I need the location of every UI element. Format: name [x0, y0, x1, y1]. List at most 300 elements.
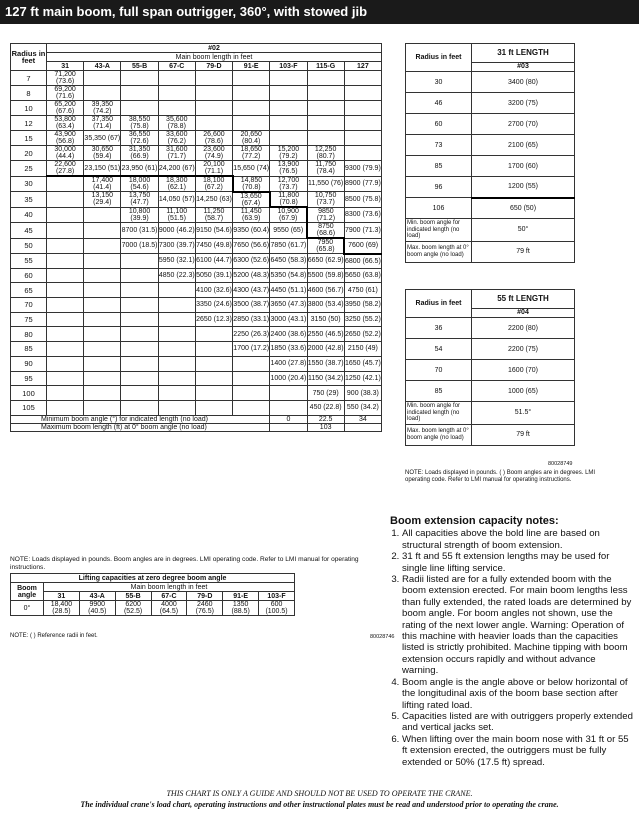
table-row: [11, 327, 382, 342]
capacity-cell: 24,200 (67): [158, 161, 195, 177]
min-angle-label: Minimum boom angle (°) for indicated length (no load): [11, 415, 270, 423]
max-length-row: [11, 423, 382, 431]
table-row: [11, 146, 382, 161]
capacity-cell: 15,650 (74): [233, 161, 270, 177]
capacity-cell: 2150 (49): [344, 342, 381, 357]
capacity-cell: [307, 101, 344, 116]
capacity-cell: 11,250 (58.7): [195, 207, 232, 223]
capacity-cell: [233, 386, 270, 401]
max-length-cell: [344, 423, 381, 431]
capacity-cell: 23,150 (51): [84, 161, 121, 177]
capacity-cell: [47, 254, 84, 269]
capacity-cell: 9150 (54.6): [195, 223, 232, 239]
capacity-cell: 750 (29): [307, 386, 344, 401]
capacity-cell: 20,650 (80.4): [233, 131, 270, 146]
capacity-cell: 1400 (27.8): [270, 356, 307, 371]
capacity-cell: 71,200 (73.6): [47, 71, 84, 86]
radius-cell: 15: [11, 131, 47, 146]
capacity-cell: 35,600 (78.8): [158, 116, 195, 131]
jib31-radius-cell: 46: [406, 93, 472, 114]
capacity-cell: [233, 86, 270, 101]
capacity-cell: 8300 (73.6): [344, 207, 381, 223]
capacity-cell: 4100 (32.6): [195, 283, 232, 298]
table-row: [406, 135, 575, 156]
capacity-cell: [121, 86, 158, 101]
capacity-cell: 13,650 (67.4): [233, 192, 270, 208]
jib31-radius-cell: 60: [406, 114, 472, 135]
notes-list: [390, 528, 633, 768]
capacity-cell: 20,100 (71.1): [195, 161, 232, 177]
capacity-cell: [121, 327, 158, 342]
zero-capacity-cell: 9900 (40.5): [79, 601, 115, 616]
jib31-radius-cell: 30: [406, 72, 472, 93]
capacity-cell: 4600 (56.7): [307, 283, 344, 298]
capacity-cell: [158, 283, 195, 298]
capacity-cell: 13,750 (47.7): [121, 192, 158, 208]
capacity-cell: 1850 (33.6): [270, 342, 307, 357]
radius-cell: 45: [11, 223, 47, 239]
capacity-cell: 5200 (48.3): [233, 268, 270, 283]
capacity-cell: 4850 (22.3): [158, 268, 195, 283]
min-angle-cell: 34: [344, 415, 381, 423]
capacity-cell: [47, 223, 84, 239]
capacity-cell: 35,350 (67): [84, 131, 121, 146]
capacity-cell: 2400 (38.6): [270, 327, 307, 342]
capacity-cell: 5950 (32.1): [158, 254, 195, 269]
capacity-cell: [47, 312, 84, 327]
capacity-cell: [195, 71, 232, 86]
capacity-cell: [233, 116, 270, 131]
capacity-cell: 3650 (47.3): [270, 298, 307, 313]
capacity-cell: [270, 116, 307, 131]
capacity-cell: [121, 268, 158, 283]
capacity-cell: 2250 (26.3): [233, 327, 270, 342]
table-row: [406, 339, 575, 360]
jib55-radius-cell: 70: [406, 360, 472, 381]
capacity-cell: 2650 (52.2): [344, 327, 381, 342]
table-row: [11, 71, 382, 86]
max-length-cell: [270, 423, 307, 431]
table-row: [11, 86, 382, 101]
radius-cell: 35: [11, 192, 47, 208]
capacity-cell: [47, 283, 84, 298]
jib31-length-header: 31 ft LENGTH: [472, 44, 575, 63]
table-row: [11, 400, 382, 415]
table-row: [11, 312, 382, 327]
capacity-cell: [47, 192, 84, 208]
radius-cell: 60: [11, 268, 47, 283]
radius-header: Radius in feet: [11, 44, 47, 71]
capacity-cell: 9300 (79.9): [344, 161, 381, 177]
capacity-cell: 4450 (51.1): [270, 283, 307, 298]
min-angle-row: [11, 415, 382, 423]
capacity-cell: 5650 (63.8): [344, 268, 381, 283]
capacity-cell: [47, 207, 84, 223]
capacity-cell: 31,600 (71.7): [158, 146, 195, 161]
table-row: [11, 268, 382, 283]
table-row: [11, 207, 382, 223]
capacity-cell: [158, 400, 195, 415]
chart-title: 127 ft main boom, full span outrigger, 360°, with stowed jib: [0, 0, 639, 24]
capacity-cell: 6800 (66.5): [344, 254, 381, 269]
capacity-cell: 2550 (46.5): [307, 327, 344, 342]
capacity-cell: 17,400 (41.4): [84, 176, 121, 192]
radius-cell: 70: [11, 298, 47, 313]
capacity-cell: 6100 (44.7): [195, 254, 232, 269]
capacity-cell: [158, 356, 195, 371]
capacity-cell: [158, 312, 195, 327]
capacity-cell: 6300 (52.6): [233, 254, 270, 269]
capacity-cell: 2000 (42.8): [307, 342, 344, 357]
jib55-max-val: 79 ft: [472, 424, 575, 445]
capacity-cell: 53,800 (63.4): [47, 116, 84, 131]
capacity-cell: 1550 (38.7): [307, 356, 344, 371]
table-row: [11, 131, 382, 146]
capacity-cell: [121, 254, 158, 269]
capacity-cell: 5350 (54.8): [270, 268, 307, 283]
capacity-cell: [158, 327, 195, 342]
min-angle-cell: 0: [270, 415, 307, 423]
capacity-cell: 8750 (68.6): [307, 223, 344, 239]
boom-extension-notes: [390, 516, 633, 768]
table-row: [406, 318, 575, 339]
zero-column-header: 31: [44, 592, 80, 601]
capacity-cell: 13,900 (76.5): [270, 161, 307, 177]
capacity-cell: [158, 71, 195, 86]
boom-length-column-header: 115-G: [307, 62, 344, 71]
note-item: 4. Boom angle is the angle above or below horizontal of the longitudinal axis of the boom base section after lifting rated load.: [402, 677, 633, 711]
zero-column-header: 55-B: [115, 592, 151, 601]
capacity-cell: 5500 (59.8): [307, 268, 344, 283]
capacity-cell: [195, 356, 232, 371]
capacity-cell: 3950 (58.2): [344, 298, 381, 313]
capacity-cell: [84, 207, 121, 223]
capacity-cell: [84, 238, 121, 254]
capacity-cell: 1250 (42.1): [344, 371, 381, 386]
capacity-cell: [121, 312, 158, 327]
capacity-cell: 3500 (38.7): [233, 298, 270, 313]
jib31-capacity-cell: 650 (50): [472, 198, 575, 219]
jib31-radius-header: Radius in feet: [406, 44, 472, 72]
capacity-cell: [344, 86, 381, 101]
capacity-cell: 7000 (18.5): [121, 238, 158, 254]
table-row: [406, 177, 575, 198]
jib31-radius-cell: 106: [406, 198, 472, 219]
capacity-cell: [47, 386, 84, 401]
capacity-cell: [158, 298, 195, 313]
jib55-radius-header: Radius in feet: [406, 290, 472, 318]
capacity-cell: 11,750 (78.4): [307, 161, 344, 177]
capacity-cell: [84, 356, 121, 371]
capacity-cell: [195, 116, 232, 131]
radius-cell: 80: [11, 327, 47, 342]
capacity-cell: [121, 71, 158, 86]
capacity-cell: 3150 (50): [307, 312, 344, 327]
jib31-capacity-cell: 3200 (75): [472, 93, 575, 114]
capacity-cell: [84, 223, 121, 239]
zero-column-header: 79-D: [187, 592, 223, 601]
capacity-cell: [84, 342, 121, 357]
boom-length-column-header: 67-C: [158, 62, 195, 71]
boom-length-column-header: 55-B: [121, 62, 158, 71]
capacity-cell: [270, 86, 307, 101]
capacity-cell: 11,550 (76): [307, 176, 344, 192]
note-item: 6. When lifting over the main boom nose with 31 ft or 55 ft extension erected, the outriggers must be fully extended or 50% (17.5 ft) spread.: [402, 734, 633, 768]
capacity-cell: 8900 (77.9): [344, 176, 381, 192]
jib55-capacity-cell: 2200 (75): [472, 339, 575, 360]
capacity-cell: [233, 371, 270, 386]
jib55-code: #04: [472, 308, 575, 317]
table-row: [406, 72, 575, 93]
capacity-cell: [47, 342, 84, 357]
table-row: [11, 116, 382, 131]
table-row: [11, 342, 382, 357]
capacity-cell: [195, 86, 232, 101]
radius-cell: 55: [11, 254, 47, 269]
zero-capacity-cell: 600 (100.5): [259, 601, 295, 616]
capacity-cell: [195, 101, 232, 116]
capacity-cell: 7850 (61.7): [270, 238, 307, 254]
capacity-cell: [84, 386, 121, 401]
capacity-cell: [195, 400, 232, 415]
note-item: 1. All capacities above the bold line are based on structural strength of boom extension.: [402, 528, 633, 551]
capacity-cell: [158, 86, 195, 101]
capacity-cell: 30,000 (44.4): [47, 146, 84, 161]
capacity-cell: [84, 283, 121, 298]
jib55-capacity-cell: 1000 (65): [472, 381, 575, 402]
boom-length-header: Main boom length in feet: [47, 53, 382, 62]
radius-cell: 8: [11, 86, 47, 101]
capacity-cell: [84, 254, 121, 269]
radius-cell: 7: [11, 71, 47, 86]
radius-cell: 105: [11, 400, 47, 415]
radius-cell: 20: [11, 146, 47, 161]
capacity-cell: [344, 146, 381, 161]
zero-angle-capacity-table: [10, 573, 295, 616]
capacity-cell: 26,600 (78.6): [195, 131, 232, 146]
capacity-cell: [270, 71, 307, 86]
jib31-radius-cell: 73: [406, 135, 472, 156]
radius-cell: 95: [11, 371, 47, 386]
zero-capacity-cell: 2460 (76.5): [187, 601, 223, 616]
jib55-radius-cell: 85: [406, 381, 472, 402]
jib31-capacity-cell: 2100 (65): [472, 135, 575, 156]
capacity-cell: 8700 (31.5): [121, 223, 158, 239]
jib31-max-val: 79 ft: [472, 241, 575, 262]
capacity-cell: [84, 298, 121, 313]
capacity-cell: 9850 (71.2): [307, 207, 344, 223]
capacity-cell: 39,350 (74.2): [84, 101, 121, 116]
note-item: 5. Capacities listed are with outriggers properly extended and vertical jacks set.: [402, 711, 633, 734]
capacity-cell: 23,950 (61): [121, 161, 158, 177]
table-row: [11, 254, 382, 269]
capacity-cell: [47, 176, 84, 192]
capacity-cell: [270, 101, 307, 116]
capacity-cell: 2650 (12.3): [195, 312, 232, 327]
capacity-cell: [47, 356, 84, 371]
capacity-cell: [121, 283, 158, 298]
table-row: [11, 371, 382, 386]
capacity-cell: [158, 342, 195, 357]
capacity-cell: [233, 400, 270, 415]
capacity-cell: [158, 371, 195, 386]
capacity-cell: 7300 (39.7): [158, 238, 195, 254]
jib31-min-label: Min. boom angle for indicated length (no load): [406, 219, 472, 242]
note-item: 3. Radii listed are for a fully extended boom with the boom extension erected. For main boom lengths less than fully extended, the rated loads are determined by boom angle. For boom angles not shown, use the rating of the next lower angle. Warning: Operation of this machine with heavier loads than the capacities listed is strictly prohibited. Machine tipping with boom extension occurs rapidly and without advance warning.: [402, 574, 633, 677]
radius-cell: 40: [11, 207, 47, 223]
capacity-cell: 4750 (61): [344, 283, 381, 298]
jib31-code: #03: [472, 62, 575, 71]
capacity-cell: [121, 356, 158, 371]
zero-capacity-cell: 18,400 (28.5): [44, 601, 80, 616]
radius-cell: 12: [11, 116, 47, 131]
notes-heading: Boom extension capacity notes:: [390, 515, 559, 527]
jib55-radius-cell: 36: [406, 318, 472, 339]
table-row: [11, 101, 382, 116]
capacity-cell: 7650 (56.6): [233, 238, 270, 254]
zero-capacity-cell: 4000 (64.5): [151, 601, 187, 616]
capacity-cell: 10,900 (67.9): [270, 207, 307, 223]
capacity-cell: [270, 131, 307, 146]
capacity-cell: 37,350 (71.4): [84, 116, 121, 131]
radius-cell: 85: [11, 342, 47, 357]
capacity-cell: 1150 (34.2): [307, 371, 344, 386]
zero-capacity-cell: 6200 (52.5): [115, 601, 151, 616]
jib31-capacity-cell: 2700 (70): [472, 114, 575, 135]
radius-cell: 50: [11, 238, 47, 254]
capacity-cell: [47, 400, 84, 415]
capacity-cell: [270, 386, 307, 401]
jib55-min-val: 51.5°: [472, 402, 575, 425]
capacity-cell: 22,600 (27.8): [47, 161, 84, 177]
capacity-cell: [84, 327, 121, 342]
zero-column-header: 43-A: [79, 592, 115, 601]
boom-length-column-header: 31: [47, 62, 84, 71]
capacity-cell: [47, 268, 84, 283]
table-row: [11, 386, 382, 401]
capacity-cell: 3350 (24.6): [195, 298, 232, 313]
disclaimer-line-1: THIS CHART IS ONLY A GUIDE AND SHOULD NOT BE USED TO OPERATE THE CRANE.: [166, 789, 473, 798]
capacity-cell: 11,450 (63.9): [233, 207, 270, 223]
capacity-cell: [307, 131, 344, 146]
boom-length-column-header: 127: [344, 62, 381, 71]
jib55-capacity-cell: 1600 (70): [472, 360, 575, 381]
capacity-cell: [47, 298, 84, 313]
jib55-max-label: Max. boom length at 0° boom angle (no load): [406, 424, 472, 445]
capacity-cell: 450 (22.8): [307, 400, 344, 415]
capacity-cell: 12,250 (80.7): [307, 146, 344, 161]
capacity-cell: 14,250 (63): [195, 192, 232, 208]
capacity-cell: 69,200 (71.6): [47, 86, 84, 101]
capacity-cell: [195, 342, 232, 357]
jib-31ft-table: [405, 43, 575, 263]
capacity-cell: [195, 371, 232, 386]
capacity-cell: [84, 400, 121, 415]
capacity-cell: 3250 (55.2): [344, 312, 381, 327]
zero-table-title: Lifting capacities at zero degree boom angle: [11, 574, 295, 583]
jib31-min-val: 50°: [472, 219, 575, 242]
capacity-cell: 12,700 (73.7): [270, 176, 307, 192]
capacity-cell: [344, 116, 381, 131]
capacity-cell: [84, 312, 121, 327]
jib55-radius-cell: 54: [406, 339, 472, 360]
capacity-cell: 9550 (65): [270, 223, 307, 239]
capacity-cell: 18,000 (54.6): [121, 176, 158, 192]
capacity-cell: 900 (38.3): [344, 386, 381, 401]
boom-length-column-header: 103-F: [270, 62, 307, 71]
table-row: [406, 93, 575, 114]
table-row: [11, 238, 382, 254]
jib31-capacity-cell: 1200 (55): [472, 177, 575, 198]
table-row: [406, 381, 575, 402]
max-length-cell: 103: [307, 423, 344, 431]
capacity-cell: [233, 71, 270, 86]
capacity-cell: [344, 101, 381, 116]
jib31-radius-cell: 85: [406, 156, 472, 177]
capacity-cell: 10,800 (39.9): [121, 207, 158, 223]
table-row: [11, 161, 382, 177]
disclaimer-footer: [0, 788, 639, 810]
disclaimer-line-2: The individual crane's load chart, operating instructions and other instructional plates must be read and understood prior to operating the crane.: [80, 800, 559, 809]
capacity-cell: 13,150 (29.4): [84, 192, 121, 208]
zero-column-header: 91-E: [223, 592, 259, 601]
capacity-cell: 1000 (20.4): [270, 371, 307, 386]
zero-table-ref: 80028746: [370, 634, 395, 640]
capacity-cell: 7950 (65.8): [307, 238, 344, 254]
capacity-cell: [121, 371, 158, 386]
table-row: [11, 192, 382, 208]
capacity-cell: [233, 101, 270, 116]
jib31-capacity-cell: 3400 (80): [472, 72, 575, 93]
capacity-cell: 9350 (60.4): [233, 223, 270, 239]
capacity-cell: 65,200 (67.6): [47, 101, 84, 116]
capacity-cell: 1650 (45.7): [344, 356, 381, 371]
capacity-cell: [344, 71, 381, 86]
capacity-cell: 4300 (43.7): [233, 283, 270, 298]
capacity-cell: 30,650 (59.4): [84, 146, 121, 161]
capacity-cell: [84, 86, 121, 101]
jib-table-note: NOTE: Loads displayed in pounds. ( ) Boom angles are in degrees. LMI operating code. Refer to LMI manual for operating instructions.: [405, 470, 596, 483]
capacity-cell: [121, 298, 158, 313]
main-table-note: NOTE: Loads displayed in pounds. Boom angles are in degrees. LMI operating code. Refer to LMI manual for operating instructions.: [10, 556, 359, 571]
capacity-cell: 31,350 (66.9): [121, 146, 158, 161]
capacity-cell: [344, 131, 381, 146]
main-boom-capacity-table: [10, 43, 382, 432]
capacity-cell: 33,600 (76.2): [158, 131, 195, 146]
jib-table-ref: 80028749: [548, 461, 573, 467]
boom-length-column-header: 91-E: [233, 62, 270, 71]
capacity-cell: [121, 386, 158, 401]
capacity-cell: 10,750 (73.7): [307, 192, 344, 208]
jib31-capacity-cell: 1700 (60): [472, 156, 575, 177]
capacity-cell: [158, 386, 195, 401]
capacity-cell: [47, 238, 84, 254]
capacity-cell: [307, 71, 344, 86]
capacity-cell: [195, 386, 232, 401]
zero-table-note: NOTE: ( ) Reference radii in feet.: [10, 633, 98, 639]
capacity-cell: 38,550 (75.8): [121, 116, 158, 131]
capacity-cell: 18,100 (67.2): [195, 176, 232, 192]
capacity-cell: [47, 327, 84, 342]
capacity-cell: 1700 (17.2): [233, 342, 270, 357]
table-row: [11, 223, 382, 239]
zero-column-header: 67-C: [151, 592, 187, 601]
capacity-cell: 14,050 (57): [158, 192, 195, 208]
capacity-cell: 7900 (71.3): [344, 223, 381, 239]
table-code: #02: [47, 44, 382, 53]
capacity-cell: 7450 (49.8): [195, 238, 232, 254]
capacity-cell: 3800 (53.4): [307, 298, 344, 313]
